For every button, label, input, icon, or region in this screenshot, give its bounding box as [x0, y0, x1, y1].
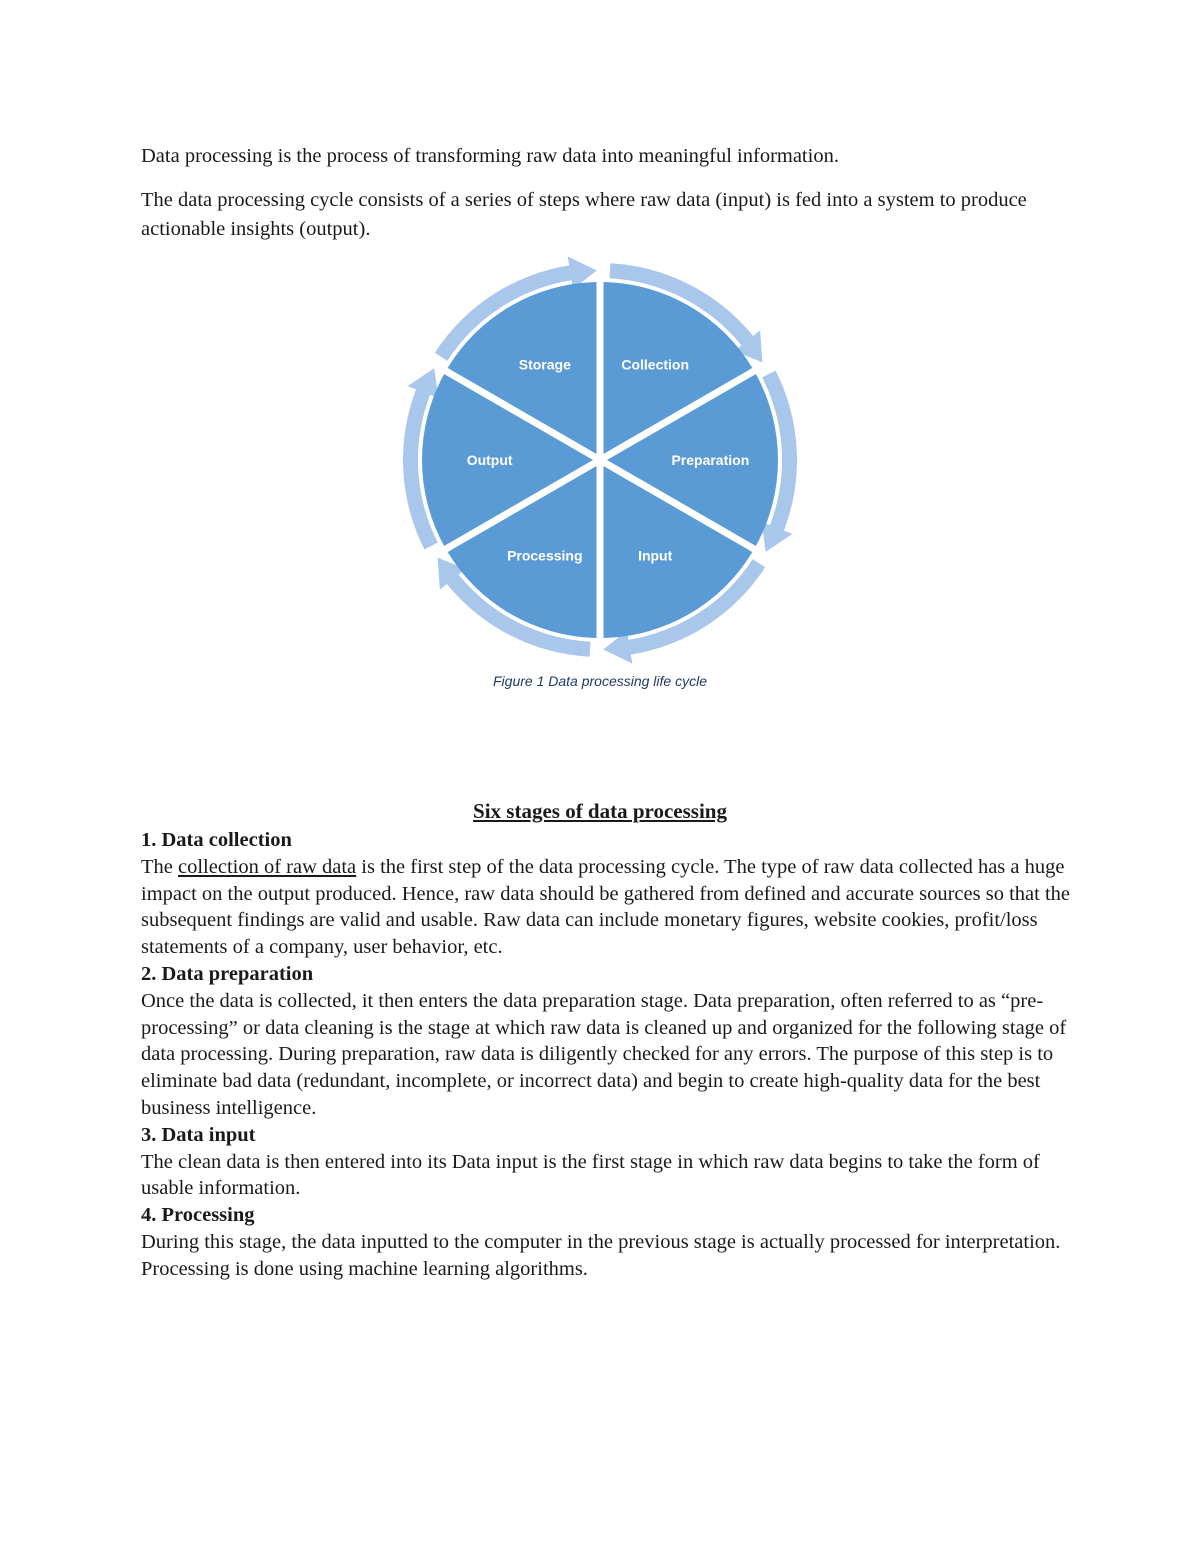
- stage-1-body-lead: The: [141, 855, 178, 878]
- stage-2-body: Once the data is collected, it then enters the data preparation stage. Data preparation, often referred to as “pre-processing” or data cleaning is the stage at which raw data is cleaned up and organized for the following stage of data processing. During preparation, raw data is diligently checked for any errors. The purpose of this step is to eliminate bad data (redundant, incomplete, or incorrect data) and begin to create high-quality data for the best business intelligence.: [141, 989, 1067, 1119]
- cycle-label-processing: Processing: [507, 547, 583, 564]
- stage-4-heading: 4. Processing: [141, 1204, 255, 1227]
- intro-paragraph-1: Data processing is the process of transforming raw data into meaningful information.: [141, 145, 839, 167]
- stage-3-heading: 3. Data input: [141, 1123, 256, 1146]
- cycle-label-output: Output: [466, 452, 513, 468]
- data-processing-cycle-diagram: [400, 255, 800, 667]
- intro-paragraph-2: The data processing cycle consists of a series of steps where raw data (input) is fed into a system to produce actionable insights (output).: [141, 189, 1027, 240]
- stage-1-heading: 1. Data collection: [141, 829, 292, 851]
- stage-2: [141, 961, 1071, 1122]
- stage-1-body: [141, 854, 1071, 961]
- cycle-label-storage: Storage: [518, 356, 571, 373]
- stage-3-body: The clean data is then entered into its Data input is the first stage in which raw data begins to take the form of usable information.: [141, 1150, 1040, 1200]
- stage-2-heading: 2. Data preparation: [141, 962, 314, 985]
- stage-1: [141, 827, 1071, 961]
- cycle-label-collection: Collection: [621, 356, 690, 373]
- stage-3: [141, 1122, 1071, 1202]
- cycle-diagram-svg: [400, 255, 800, 667]
- stage-4-body: During this stage, the data inputted to the computer in the previous stage is actually processed for interpretation. Processing is done using machine learning algorithms.: [141, 1230, 1061, 1280]
- section-title: Six stages of data processing: [473, 799, 727, 823]
- stage-4: [141, 1202, 1071, 1282]
- collection-of-raw-data-link[interactable]: collection of raw data: [178, 855, 357, 878]
- figure-caption: Figure 1 Data processing life cycle: [493, 673, 707, 689]
- stages-list: [141, 827, 1071, 1283]
- cycle-label-input: Input: [638, 547, 673, 564]
- stage-1-body-rest: is the first step of the data processing cycle. The type of raw data collected has a huge impact on the output produced. Hence, raw data should be gathered from defined and accurate sources so that the subsequent findings are valid and usable. Raw data can include monetary figures, website cookies, profit/loss statements of a company, user behavior, etc.: [141, 855, 1070, 959]
- cycle-label-preparation: Preparation: [671, 452, 750, 468]
